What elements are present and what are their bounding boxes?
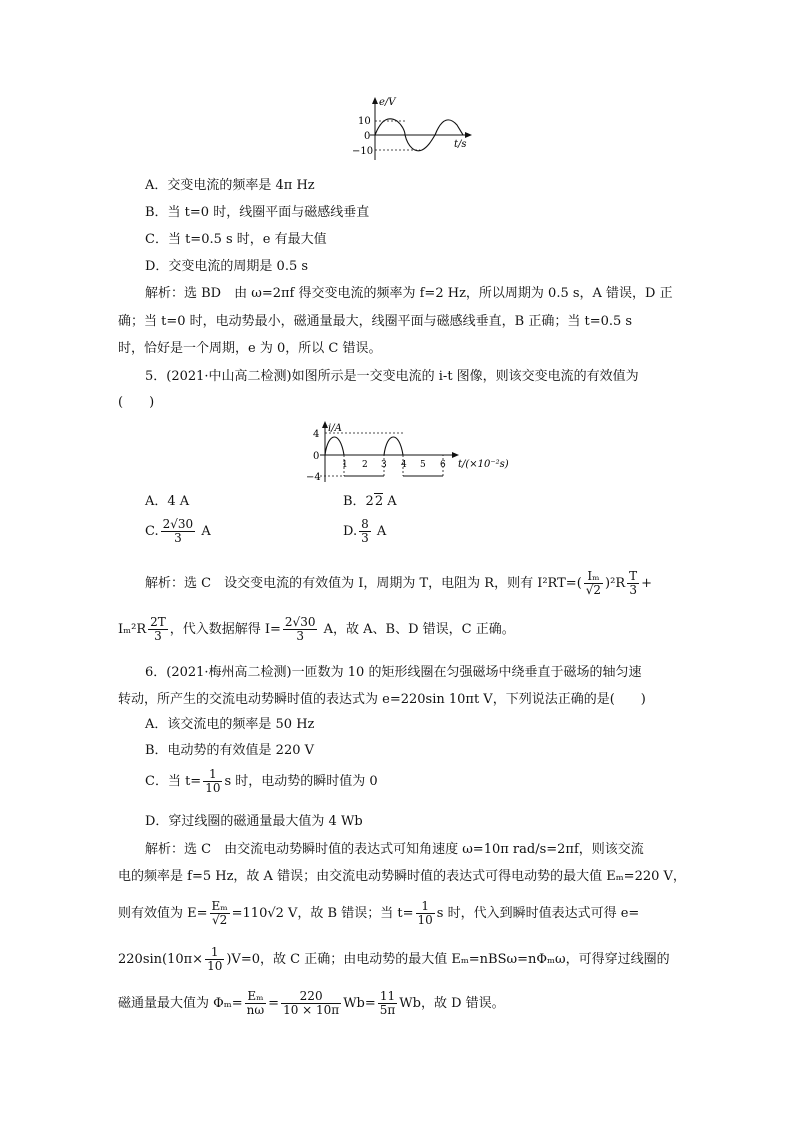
q5-option-b: B．22 A [343, 494, 397, 509]
tick-neg4: −4 [306, 472, 321, 483]
q6-option-b: B．电动势的有效值是 220 V [145, 743, 315, 758]
q6-option-d: D．穿过线圈的磁通量最大值为 4 Wb [145, 814, 363, 829]
q6-stem-line1: 6．(2021·梅州高二检测)一匝数为 10 的矩形线圈在匀强磁场中绕垂直于磁场的轴匀速 [145, 665, 642, 680]
q6-explanation-line2: 电的频率是 f=5 Hz，故 A 错误；由交流电动势瞬时值的表达式可得电动势的最大值 Eₘ=220 V， [118, 869, 686, 884]
tick-10: 10 [358, 116, 371, 127]
tick-neg10: −10 [352, 146, 374, 157]
q6-explanation-line3: 则有效值为 E= $\frac{\text{Eₘ}}{√2}$ =110√2 V，故 B 错误；当 t= $\frac{1}{10}$ s 时，代入到瞬时值表达式可得 e= [118, 899, 640, 927]
q6-option-a: A．该交流电的频率是 50 Hz [145, 717, 315, 732]
q6-explanation-line4: 220sin(10π× $\frac{1}{10}$ )V=0，故 C 正确；由电动势的最大值 Eₘ=nBSω=nΦₘω，可得穿过线圈的 [118, 945, 670, 973]
tick-x6: 6 [440, 460, 446, 470]
q5-stem-line2: ( ) [118, 395, 155, 410]
q5-option-a: A．4 A [145, 494, 190, 509]
q4-explanation-line2: 确；当 t=0 时，电动势最小，磁通量最大，线圈平面与磁感线垂直，B 正确；当 t=0.5 s [118, 314, 633, 329]
tick-x3: 3 [381, 460, 387, 470]
e-axis-label: e/V [379, 97, 396, 108]
q4-explanation-line3: 时，恰好是一个周期，e 为 0，所以 C 错误。 [118, 341, 382, 356]
q5-explanation-line1: 解析：选 C 设交变电流的有效值为 I，周期为 T，电阻为 R，则有 I²RT=( $\frac{\text{Iₘ}}{√2}$ )²R $\frac{T}{3}$ + [145, 569, 653, 597]
tick-x4: 4 [401, 460, 407, 470]
q5-stem-line1: 5．(2021·中山高二检测)如图所示是一交变电流的 i-t 图像，则该交变电流的有效值为 [145, 369, 639, 384]
tick-x2: 2 [362, 460, 368, 470]
tick-0b: 0 [313, 451, 320, 462]
tick-x5: 5 [420, 460, 426, 470]
q6-option-c: C．当 t= $\frac{1}{10}$ s 时，电动势的瞬时值为 0 [145, 767, 378, 795]
tick-x1: 1 [342, 460, 348, 470]
tick-0: 0 [364, 131, 371, 142]
q6-stem-line2: 转动，所产生的交流电动势瞬时值的表达式为 e=220sin 10πt V，下列说法正确的是( ) [118, 692, 646, 707]
q5-option-c: C. $\frac{2√30}{3}$ A [145, 517, 211, 545]
q4-option-a: A．交变电流的频率是 4π Hz [145, 178, 315, 193]
q4-option-c: C．当 t=0.5 s 时，e 有最大值 [145, 232, 327, 247]
i-axis-label: i/A [328, 423, 342, 434]
q4-option-d: D．交变电流的周期是 0.5 s [145, 259, 309, 274]
q6-explanation-line1: 解析：选 C 由交流电动势瞬时值的表达式可知角速度 ω=10π rad/s=2πf，则该交流 [145, 842, 644, 857]
tick-4: 4 [313, 429, 320, 440]
q4-option-b: B．当 t=0 时，线圈平面与磁感线垂直 [145, 205, 370, 220]
t-axis-label: t/s [454, 139, 467, 150]
q4-explanation-line1: 解析：选 BD 由 ω=2πf 得交变电流的频率为 f=2 Hz，所以周期为 0.5 s，A 错误，D 正 [145, 286, 673, 301]
current-wave-figure [300, 420, 515, 485]
sine-wave-figure [350, 95, 480, 165]
q5-option-d: D. $\frac{8}{3}$ A [343, 517, 387, 545]
q6-explanation-line5: 磁通量最大值为 Φₘ= $\frac{\text{Eₘ}}{n\omega}$ = $\frac{220}{10 \times 10\pi}$ Wb= $\frac{11}{5\pi}$ Wb，故 D 错误。 [118, 989, 505, 1017]
t-axis-label-2: t/(×10⁻²s) [458, 459, 509, 470]
q5-explanation-line2: Iₘ²R $\frac{2T}{3}$ ，代入数据解得 I= $\frac{2√30}{3}$ A，故 A、B、D 错误，C 正确。 [118, 615, 515, 643]
